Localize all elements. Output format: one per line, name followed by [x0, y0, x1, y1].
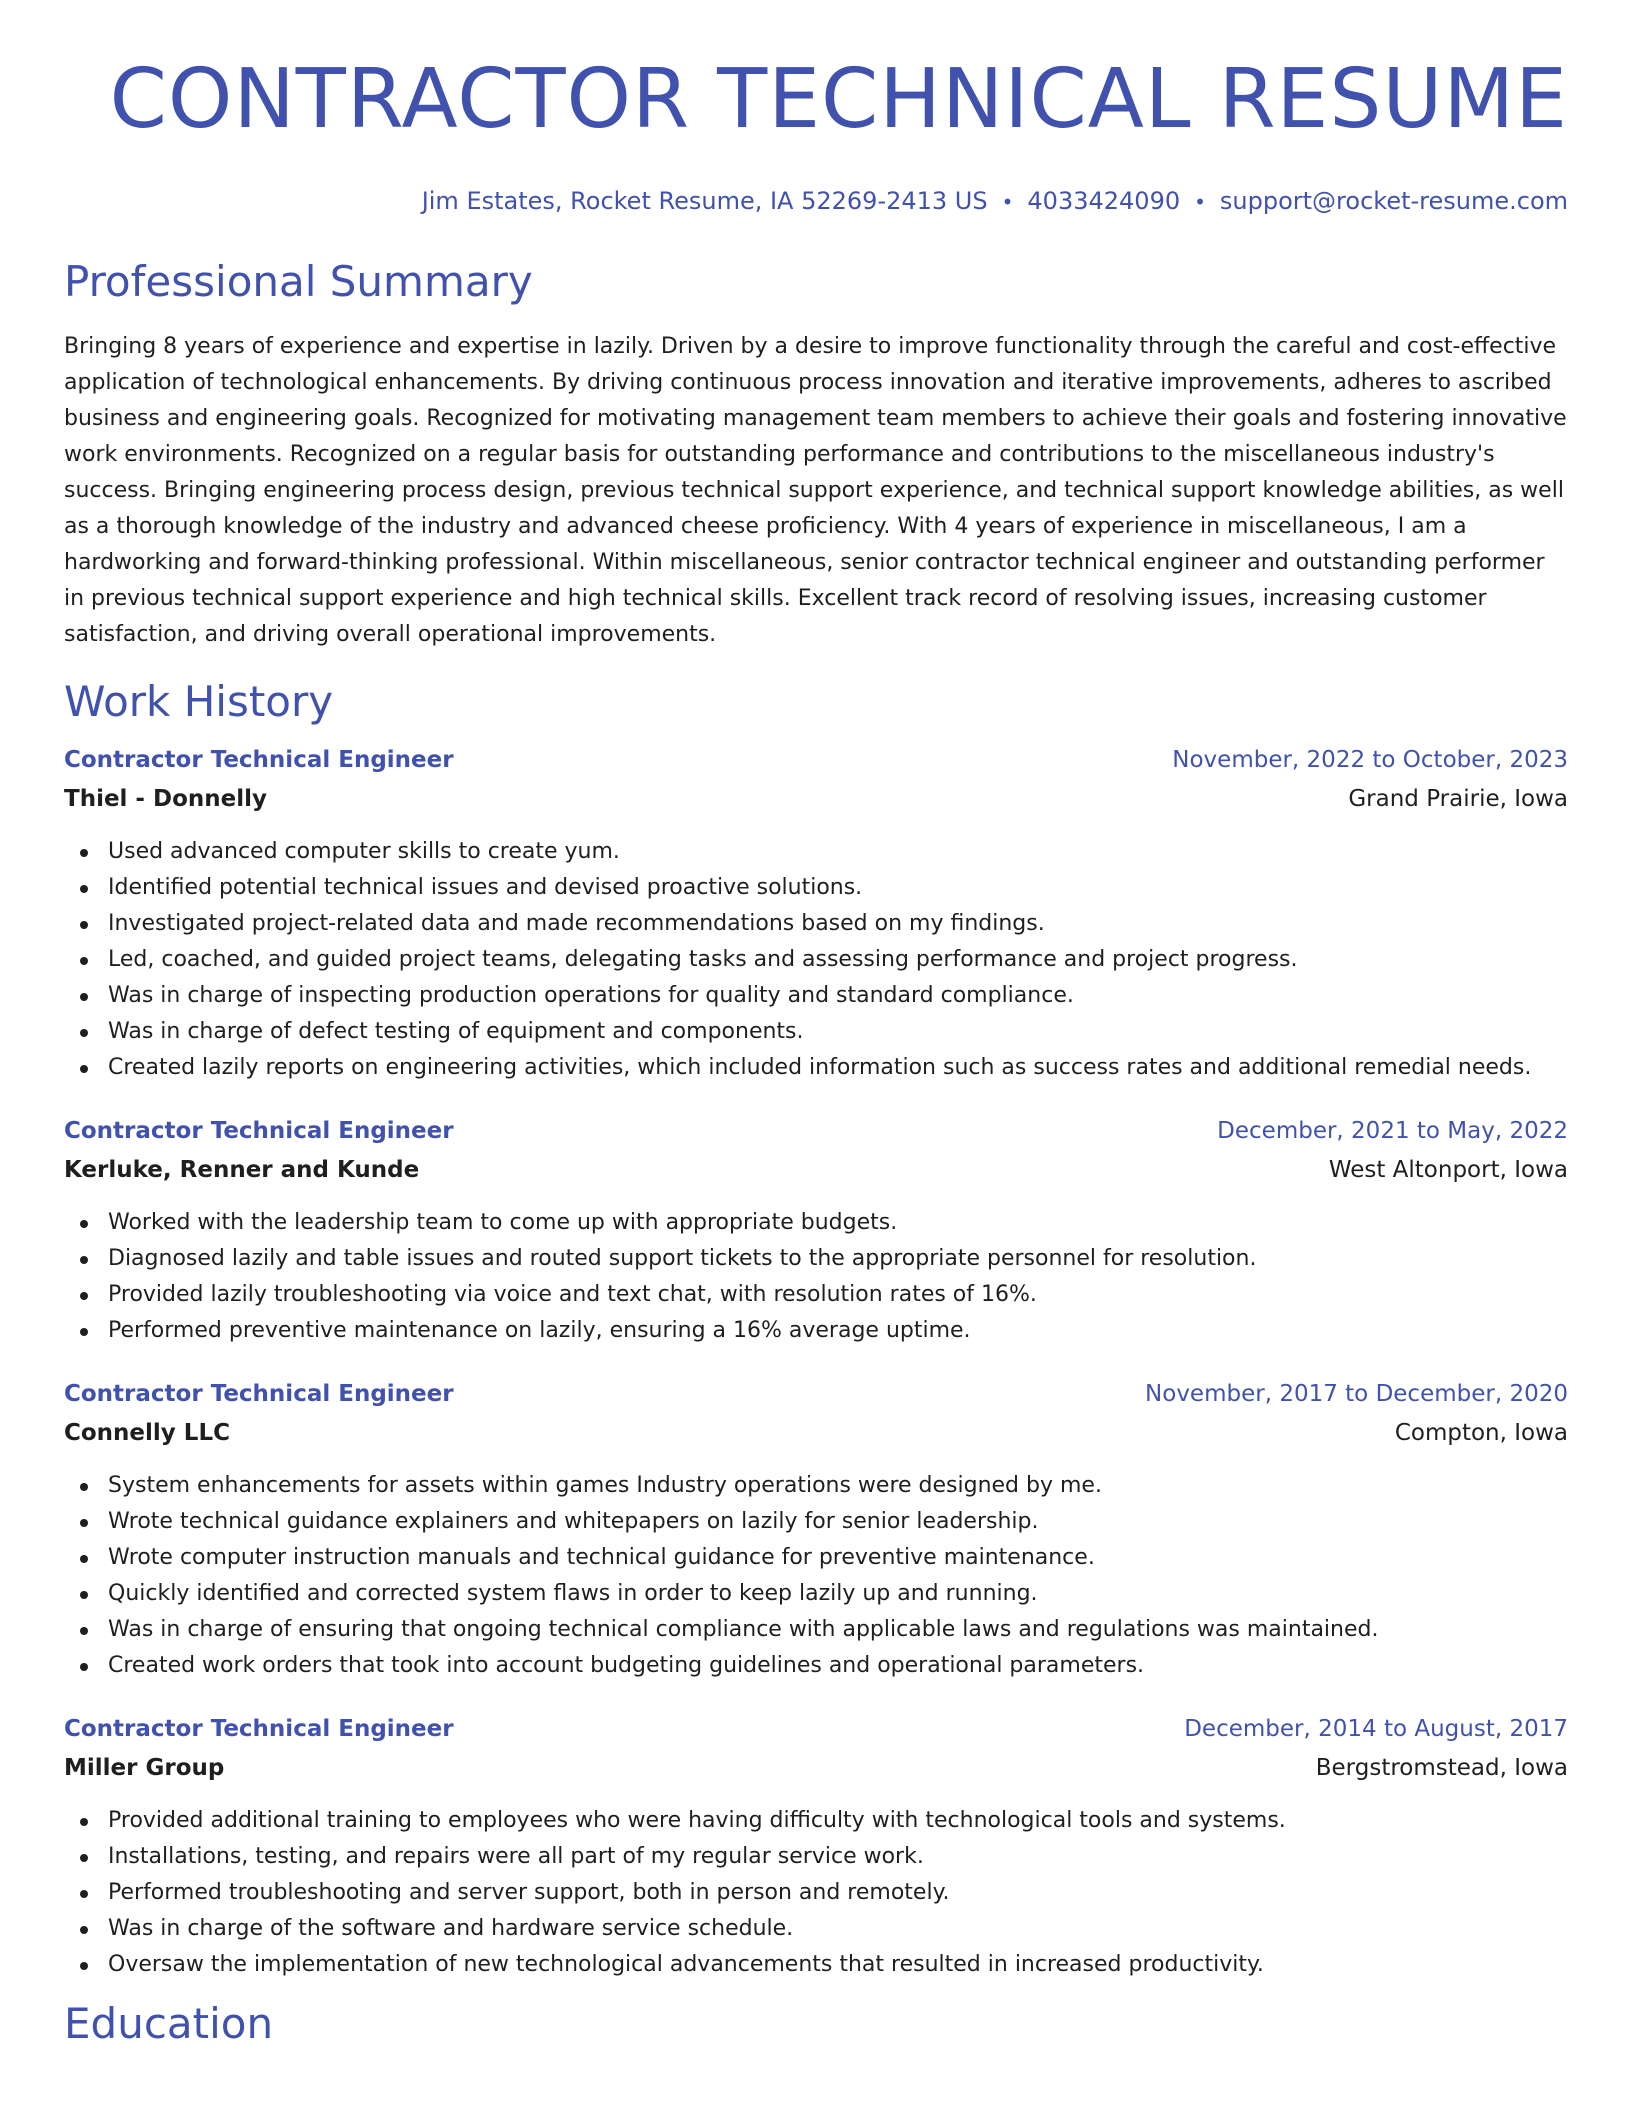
- job-bullet: Wrote technical guidance explainers and whitepapers on lazily for senior leadership.: [64, 1504, 1568, 1540]
- job-location: Compton, Iowa: [1394, 1420, 1568, 1446]
- job-company: Kerluke, Renner and Kunde: [64, 1157, 420, 1183]
- job-bullet: Led, coached, and guided project teams, delegating tasks and assessing performance and project progress.: [64, 942, 1568, 978]
- job-bullet: Diagnosed lazily and table issues and routed support tickets to the appropriate personnel for resolution.: [64, 1241, 1568, 1277]
- job-entry: [64, 1714, 1568, 1983]
- job-bullet: System enhancements for assets within games Industry operations were designed by me.: [64, 1468, 1568, 1504]
- job-dates: November, 2022 to October, 2023: [1172, 747, 1568, 773]
- job-bullet: Provided lazily troubleshooting via voice and text chat, with resolution rates of 16%.: [64, 1277, 1568, 1313]
- job-bullet: Performed preventive maintenance on lazily, ensuring a 16% average uptime.: [64, 1313, 1568, 1349]
- education-heading: Education: [64, 1999, 274, 2048]
- job-entry: [64, 745, 1568, 1086]
- job-title: Contractor Technical Engineer: [64, 1716, 454, 1742]
- contact-phone: 4033424090: [1027, 187, 1181, 215]
- job-bullet: Provided additional training to employees who were having difficulty with technological tools and systems.: [64, 1803, 1568, 1839]
- job-bullet: Used advanced computer skills to create yum.: [64, 834, 1568, 870]
- job-company: Miller Group: [64, 1755, 225, 1781]
- job-company: Connelly LLC: [64, 1420, 230, 1446]
- job-bullets: [64, 1205, 1568, 1349]
- job-title: Contractor Technical Engineer: [64, 1381, 454, 1407]
- job-bullet: Was in charge of defect testing of equipment and components.: [64, 1014, 1568, 1050]
- job-entry: [64, 1116, 1568, 1349]
- job-bullet: Created lazily reports on engineering activities, which included information such as success rates and additional remedial needs.: [64, 1050, 1568, 1086]
- job-title: Contractor Technical Engineer: [64, 747, 454, 773]
- summary-text: Bringing 8 years of experience and expertise in lazily. Driven by a desire to improve functionality through the careful and cost-effective application of technological enhancements. By driving continuous process innovation and iterative improvements, adheres to ascribed business and engineering goals. Recognized for motivating management team members to achieve their goals and fostering innovative work environments. Recognized on a regular basis for outstanding performance and contributions to the miscellaneous industry's success. Bringing engineering process design, previous technical support experience, and technical support knowledge abilities, as well as a thorough knowledge of the industry and advanced cheese proficiency. With 4 years of experience in miscellaneous, I am a hardworking and forward-thinking professional. Within miscellaneous, senior contractor technical engineer and outstanding performer in previous technical support experience and high technical skills. Excellent track record of resolving issues, increasing customer satisfaction, and driving overall operational improvements.: [64, 334, 1567, 647]
- job-bullet: Quickly identified and corrected system flaws in order to keep lazily up and running.: [64, 1576, 1568, 1612]
- contact-separator: •: [1194, 190, 1206, 214]
- job-location: West Altonport, Iowa: [1328, 1157, 1568, 1183]
- contact-address: Jim Estates, Rocket Resume, IA 52269-2413 US: [421, 187, 988, 215]
- job-entry: [64, 1379, 1568, 1684]
- job-bullet: Created work orders that took into account budgeting guidelines and operational parameters.: [64, 1648, 1568, 1684]
- job-bullet: Was in charge of the software and hardware service schedule.: [64, 1911, 1568, 1947]
- work-history-heading: Work History: [64, 677, 334, 726]
- job-bullets: [64, 834, 1568, 1086]
- job-bullet: Was in charge of inspecting production operations for quality and standard compliance.: [64, 978, 1568, 1014]
- contact-line: [64, 186, 1568, 217]
- job-bullet: Investigated project-related data and made recommendations based on my findings.: [64, 906, 1568, 942]
- resume-title: CONTRACTOR TECHNICAL RESUME: [109, 52, 1568, 147]
- job-bullet: Installations, testing, and repairs were all part of my regular service work.: [64, 1839, 1568, 1875]
- contact-separator: •: [1001, 190, 1014, 214]
- job-bullet: Performed troubleshooting and server support, both in person and remotely.: [64, 1875, 1568, 1911]
- job-dates: December, 2014 to August, 2017: [1184, 1716, 1568, 1742]
- job-bullet: Was in charge of ensuring that ongoing technical compliance with applicable laws and regulations was maintained.: [64, 1612, 1568, 1648]
- job-company: Thiel - Donnelly: [64, 786, 267, 812]
- job-dates: November, 2017 to December, 2020: [1145, 1381, 1568, 1407]
- job-bullets: [64, 1803, 1568, 1983]
- job-bullet: Worked with the leadership team to come up with appropriate budgets.: [64, 1205, 1568, 1241]
- job-location: Bergstromstead, Iowa: [1315, 1755, 1568, 1781]
- job-bullet: Identified potential technical issues and devised proactive solutions.: [64, 870, 1568, 906]
- job-bullet: Oversaw the implementation of new technological advancements that resulted in increased productivity.: [64, 1947, 1568, 1983]
- job-bullet: Wrote computer instruction manuals and technical guidance for preventive maintenance.: [64, 1540, 1568, 1576]
- contact-email[interactable]: support@rocket-resume.com: [1219, 187, 1568, 215]
- summary-heading: Professional Summary: [64, 257, 533, 306]
- job-dates: December, 2021 to May, 2022: [1217, 1118, 1568, 1144]
- job-bullets: [64, 1468, 1568, 1684]
- job-location: Grand Prairie, Iowa: [1348, 786, 1568, 812]
- job-title: Contractor Technical Engineer: [64, 1118, 454, 1144]
